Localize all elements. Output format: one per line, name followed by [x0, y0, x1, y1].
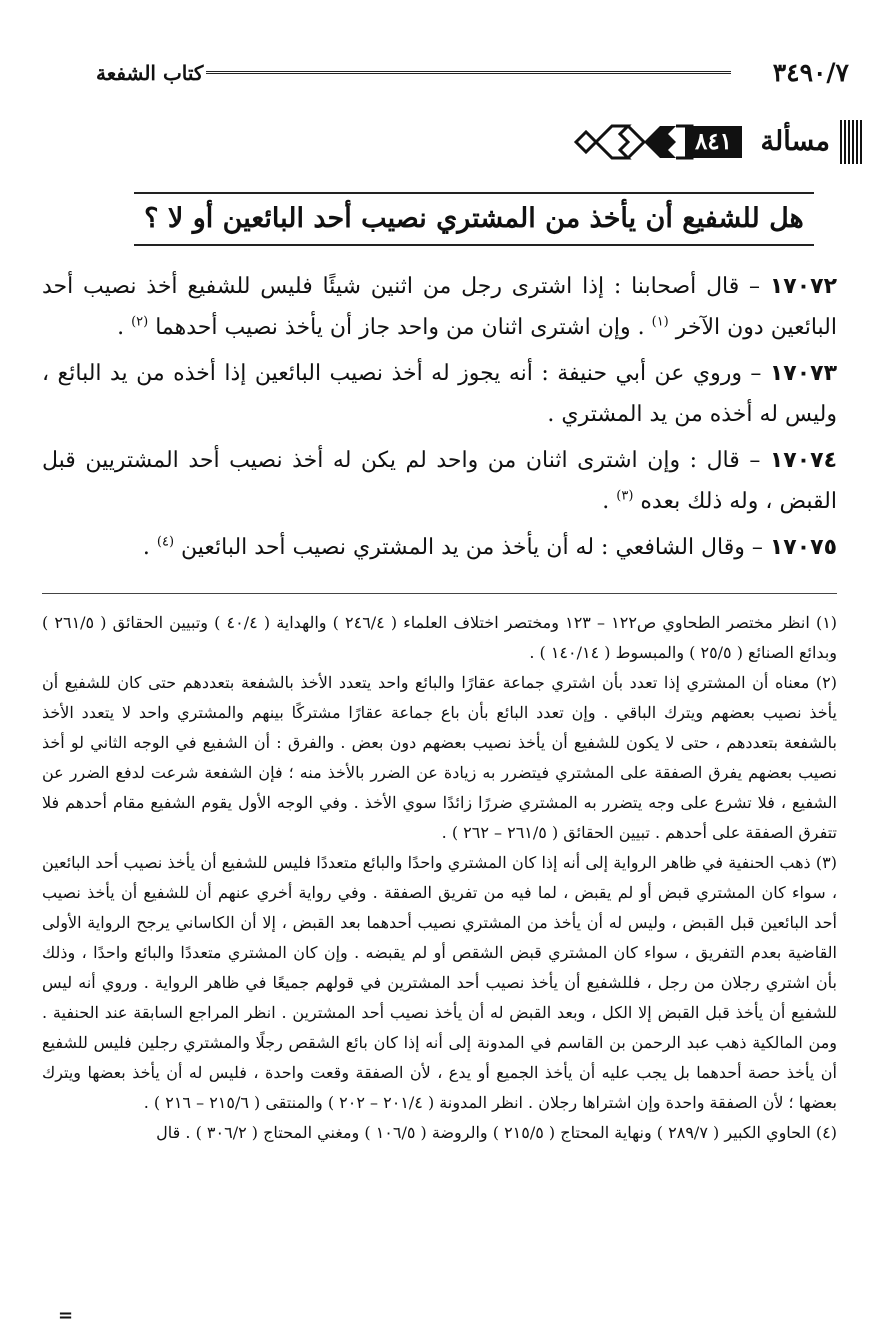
footnote: (٢) معناه أن المشتري إذا تعدد بأن اشتري جماعة عقارًا والبائع واحد يتعدد الأخذ بالشفعة بتعددهم حتى كان للشفيع أن يأخذ نصيب بعضهم ويترك الباقي . وإن تعدد البائع بأن باع جماعة عقارًا مشتركًا بينهم والمشتري واحد لا يتعدد الأخذ بالشفعة بتعددهم ، حتى لا يكون للشفيع أن يأخذ نصيب بعضهم دون بعض . والفرق : أن الشفيع في الوجه الثاني لو أخذ نصيب بعضهم يفرق الصفقة على المشتري فيتضرر به زيادة عن الضرر بالأخذ منه ؛ فإن الشفعة شرعت لدفع الضرر عن الشفيع ، فلا تشرع على وجه يتضرر به المشتري ضررًا زائدًا سوي الأخذ . وفي الوجه الأول يقوم الشفيع مقام أحدهم فلا تتفرق الصفقة على أحدهم . تبيين الحقائق ( ٢٦١/٥ – ٢٦٢ ) .: [42, 673, 838, 842]
header-rule: [206, 71, 731, 77]
paragraph-text: .: [142, 535, 157, 560]
footnotes: [42, 608, 837, 1148]
banner-stripes: [840, 120, 862, 164]
footnote-ref: (٢): [131, 314, 149, 330]
paragraph-text: – قال أصحابنا : إذا اشترى رجل من اثنين شيئًا فليس للشفيع أخذ نصيب أحد البائعين دون الآخر: [42, 274, 837, 340]
paragraph: [42, 266, 837, 348]
paragraph: [42, 527, 837, 568]
book-title: كتاب الشفعة: [96, 61, 204, 85]
masala-label: مسألة: [760, 126, 830, 157]
page-number: ٣٤٩٠/٧: [772, 58, 849, 87]
paragraph-text: . وإن اشترى اثنان من واحد جاز أن يأخذ نصيب أحدهما: [155, 315, 652, 340]
footnote: (٤) الحاوي الكبير ( ٢٨٩/٧ ) ونهاية المحتاج ( ٢١٥/٥ ) والروضة ( ١٠٦/٥ ) ومغني المحتاج ( ٣٠٦/٢ ) . قال: [156, 1123, 837, 1142]
paragraph: [42, 440, 837, 522]
main-text: [42, 266, 837, 573]
footnote: (٣) ذهب الحنفية في ظاهر الرواية إلى أنه إذا كان المشتري واحدًا والبائع متعددًا فليس للشفيع أن يأخذ نصيب أحد البائعين ، سواء كان المشتري قبض أو لم يقبض ، لما فيه من تفريق الصفقة . وفي رواية أخري عنهم أن للشفيع أن يأخذ نصيب أحد البائعين قبل القبض ، وليس له أن يأخذ من المشتري نصيب أحدهما بعد القبض ، إلا أن الكاساني يرجح الرواية الأولى القاضية بعدم التفريق ، سواء كان المشتري قبض الشقص أو لم يقبضه . وإن كان المشتري متعددًا والبائع واحدًا ، وذلك بأن اشتري رجلان من رجل ، فللشفيع أن يأخذ نصيب أحد المشترين في قولهم جميعًا في ظاهر الرواية . وروي أنه ليس للشفيع أن يأخذ قبل القبض إلا الكل ، وبعد القبض له أن يأخذ نصيب أحد المشترين . انظر المراجع السابقة عند الحنفية . ومن المالكية ذهب عبد الرحمن بن القاسم في المدونة إلى أنه إذا كان بائع الشقص رجلًا والمشتري رجلين فليس للشفيع أن يأخذ حصة أحدهما بل يجب عليه أن يأخذ الجميع أو يدع ، لأن الصفقة وقعت واحدة ، فليس له أن يأخذ بعضها ويترك بعضها ؛ لأن الصفقة واحدة وإن اشتراها رجلان . انظر المدونة ( ٢٠١/٤ – ٢٠٢ ) والمنتقى ( ٢١٥/٦ – ٢١٦ ) .: [42, 853, 837, 1112]
ornament-icon: [572, 118, 696, 166]
running-header: [96, 58, 849, 88]
footnote-ref: (١): [651, 314, 669, 330]
paragraph-number: ١٧٠٧٥: [769, 535, 837, 560]
paragraph-text: .: [117, 315, 132, 340]
paragraph-text: – وروي عن أبي حنيفة : أنه يجوز له أخذ نصيب البائعين إذا أخذه من يد البائع ، وليس له أخذه من يد المشتري .: [42, 361, 837, 427]
paragraph-number: ١٧٠٧٢: [769, 274, 837, 299]
footnote: (١) انظر مختصر الطحاوي ص١٢٢ – ١٢٣ ومختصر اختلاف العلماء ( ٢٤٦/٤ ) والهداية ( ٤٠/٤ ) وتبيين الحقائق ( ٢٦١/٥ ) وبدائع الصنائع ( ٢٥/٥ ) والمبسوط ( ١٤٠/١٤ ) .: [42, 613, 838, 662]
masala-banner: [572, 118, 862, 166]
paragraph-number: ١٧٠٧٤: [769, 448, 837, 473]
footnote-ref: (٤): [156, 534, 175, 550]
footnote-ref: (٣): [616, 488, 634, 504]
paragraph-text: – وقال الشافعي : له أن يأخذ من يد المشتري نصيب أحد البائعين: [181, 535, 770, 560]
paragraph-number: ١٧٠٧٣: [769, 361, 837, 386]
paragraph-text: .: [602, 489, 617, 514]
masala-number: ٨٤١: [685, 126, 742, 158]
continuation-mark: =: [58, 1305, 74, 1326]
paragraph-text: – قال : وإن اشترى اثنان من واحد لم يكن له أخذ نصيب أحد المشتريين قبل القبض ، وله ذلك بعده: [42, 448, 837, 514]
paragraph: [42, 353, 837, 435]
question-title: هل للشفيع أن يأخذ من المشتري نصيب أحد البائعين أو لا ؟: [134, 192, 814, 246]
footnote-separator: [42, 593, 837, 594]
